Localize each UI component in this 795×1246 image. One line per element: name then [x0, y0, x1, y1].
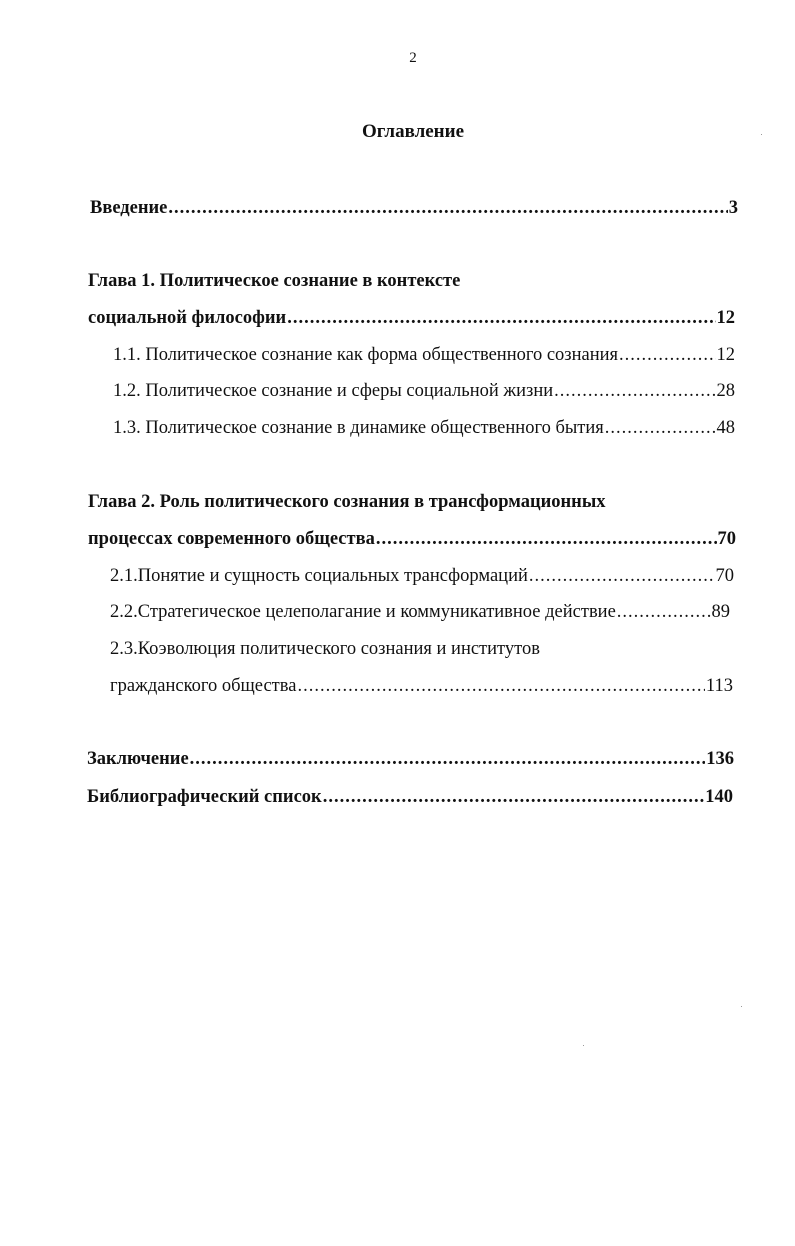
toc-entry-label: процессах современного общества	[88, 529, 375, 549]
toc-entry-page: 12	[716, 308, 735, 328]
dot-leader	[619, 343, 715, 367]
toc-entry-page: 89	[711, 602, 730, 622]
toc-entry-label: 1.1. Политическое сознание как форма общественного сознания	[113, 345, 619, 365]
toc-entry-intro	[90, 196, 738, 220]
toc-entry-label: 2.2.Стратегическое целеполагание и коммуникативное действие	[110, 602, 616, 622]
toc-entry-page: 70	[717, 529, 736, 549]
toc-entry-chapter-1	[88, 306, 735, 330]
toc-entry-label: гражданского общества	[110, 676, 297, 696]
dot-leader	[617, 600, 711, 624]
dot-leader	[529, 564, 715, 588]
scan-speck	[761, 134, 762, 135]
toc-entry-page: 136	[706, 749, 734, 769]
toc-entry-2-2	[110, 600, 730, 624]
dot-leader	[605, 416, 716, 440]
dot-leader	[287, 306, 715, 330]
dot-leader	[323, 785, 705, 809]
toc-entry-label: 1.2. Политическое сознание и сферы социальной жизни	[113, 381, 554, 401]
toc-entry-1-1	[113, 343, 735, 367]
toc-entry-page: 140	[705, 787, 733, 807]
toc-entry-chapter-2	[88, 527, 736, 551]
toc-entry-label: 2.1.Понятие и сущность социальных трансформаций	[110, 566, 528, 586]
dot-leader	[190, 747, 706, 771]
dot-leader	[168, 196, 727, 220]
toc-entry-1-2	[113, 379, 735, 403]
toc-entry-label: Заключение	[87, 749, 189, 769]
chapter-1-heading: Глава 1. Политическое сознание в контексте	[88, 271, 461, 291]
toc-title: Оглавление	[361, 121, 465, 142]
toc-entry-page: 28	[716, 381, 735, 401]
dot-leader	[554, 379, 715, 403]
toc-entry-conclusion	[87, 747, 734, 771]
toc-entry-label: Библиографический список	[87, 787, 322, 807]
toc-entry-label: 1.3. Политическое сознание в динамике общественного бытия	[113, 418, 604, 438]
toc-entry-page: 48	[716, 418, 735, 438]
scan-speck	[583, 1045, 584, 1046]
dot-leader	[297, 674, 704, 698]
toc-entry-2-3	[110, 674, 733, 698]
toc-entry-label: Введение	[90, 198, 168, 218]
toc-entry-2-3-line1: 2.3.Коэволюция политического сознания и институтов	[110, 639, 540, 659]
chapter-2-heading: Глава 2. Роль политического сознания в трансформационных	[88, 492, 606, 512]
scan-speck	[741, 1006, 742, 1007]
toc-entry-1-3	[113, 416, 735, 440]
toc-entry-page: 12	[716, 345, 735, 365]
dot-leader	[376, 527, 717, 551]
toc-entry-bibliography	[87, 785, 733, 809]
toc-entry-2-1	[110, 564, 734, 588]
toc-entry-page: 3	[728, 198, 738, 218]
toc-entry-page: 70	[715, 566, 734, 586]
toc-entry-label: социальной философии	[88, 308, 287, 328]
page-number: 2	[409, 50, 417, 66]
toc-entry-page: 113	[705, 676, 733, 696]
